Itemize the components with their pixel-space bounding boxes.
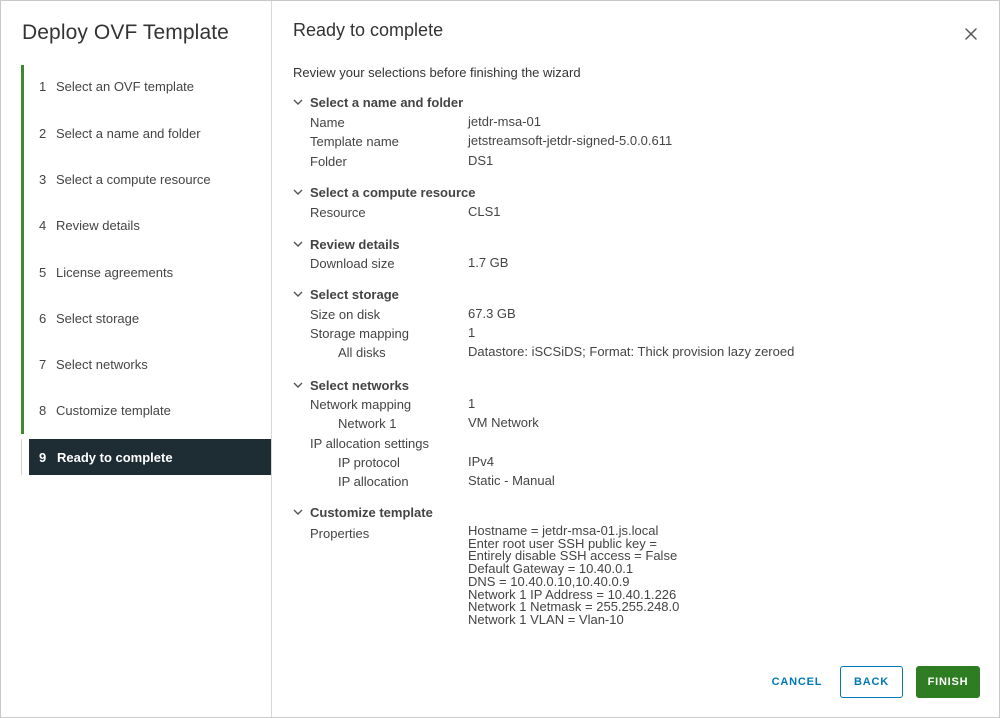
chevron-down-icon (292, 238, 304, 250)
step-label: Select an OVF template (56, 78, 195, 94)
row-label: IP protocol (338, 455, 400, 470)
step-number: 4 (39, 217, 47, 233)
step-number: 5 (39, 264, 47, 280)
row-value: DS1 (468, 153, 494, 168)
step-customize-template[interactable] (24, 392, 272, 428)
step-label: Select networks (56, 356, 148, 372)
step-review-details[interactable] (24, 207, 272, 243)
step-label: Select a name and folder (56, 125, 201, 141)
row-label: Folder (310, 154, 347, 169)
section-compute-toggle[interactable] (292, 183, 475, 201)
step-license-agreements[interactable] (24, 254, 272, 290)
step-connector (21, 439, 29, 475)
row-value: 1 (468, 325, 476, 340)
step-select-name-folder[interactable] (24, 115, 272, 151)
step-select-networks[interactable] (24, 346, 272, 382)
row-label: Size on disk (310, 307, 381, 322)
step-number: 3 (39, 171, 47, 187)
row-label: IP allocation (338, 474, 409, 489)
row-value: 1 (468, 396, 476, 411)
section-title: Review details (310, 236, 400, 252)
row-value: VM Network (468, 415, 539, 430)
property-line: DNS = 10.40.0.10,10.40.0.9 (468, 573, 630, 589)
step-label: Ready to complete (57, 449, 173, 465)
step-label: Select storage (56, 310, 140, 326)
row-value: IPv4 (468, 454, 495, 469)
step-label: Customize template (56, 402, 171, 418)
row-label: Storage mapping (310, 326, 410, 341)
section-storage-toggle[interactable] (292, 285, 399, 303)
step-number: 2 (39, 125, 47, 141)
wizard-steps (21, 65, 272, 434)
property-line: Enter root user SSH public key = (468, 535, 657, 551)
row-label: Network 1 (338, 416, 397, 431)
row-value: CLS1 (468, 204, 501, 219)
close-icon (962, 25, 980, 43)
chevron-down-icon (292, 379, 304, 391)
row-label: Network mapping (310, 397, 412, 412)
step-select-compute-resource[interactable] (24, 161, 272, 197)
section-title: Select a name and folder (310, 94, 464, 110)
row-label: Name (310, 115, 345, 130)
chevron-down-icon (292, 288, 304, 300)
step-select-storage[interactable] (24, 300, 272, 336)
step-ready-to-complete[interactable] (29, 439, 271, 475)
chevron-down-icon (292, 506, 304, 518)
chevron-down-icon (292, 96, 304, 108)
chevron-down-icon (292, 186, 304, 198)
section-title: Select a compute resource (310, 184, 476, 200)
wizard-sidebar (1, 1, 272, 717)
step-number: 1 (39, 78, 47, 94)
row-value: 1.7 GB (468, 255, 509, 270)
row-value: jetstreamsoft-jetdr-signed-5.0.0.611 (468, 133, 673, 148)
property-line: Entirely disable SSH access = False (468, 548, 678, 564)
cancel-button[interactable]: CANCEL (771, 676, 823, 688)
step-label: Select a compute resource (56, 171, 211, 187)
step-label: Review details (56, 217, 140, 233)
properties-list (468, 525, 679, 627)
row-label: IP allocation settings (310, 436, 429, 451)
wizard-main (272, 1, 999, 717)
close-button[interactable] (962, 25, 980, 43)
back-button[interactable]: BACK (840, 666, 903, 698)
property-line: Network 1 IP Address = 10.40.1.226 (468, 586, 677, 602)
section-name-folder-toggle[interactable] (292, 93, 463, 111)
row-label: Resource (310, 205, 366, 220)
finish-button[interactable]: FINISH (916, 666, 980, 698)
section-title: Select storage (310, 286, 399, 302)
step-number: 6 (39, 310, 47, 326)
property-line: Network 1 Netmask = 255.255.248.0 (468, 599, 680, 615)
section-networks-toggle[interactable] (292, 376, 409, 394)
section-title: Select networks (310, 377, 409, 393)
step-number: 8 (39, 402, 47, 418)
row-value: Datastore: iSCSiDS; Format: Thick provision lazy zeroed (468, 344, 795, 359)
wizard-title: Deploy OVF Template (22, 21, 229, 44)
step-number: 9 (39, 449, 47, 465)
row-label: Download size (310, 256, 395, 271)
row-label: Properties (310, 526, 370, 541)
step-select-ovf-template[interactable] (24, 68, 272, 104)
property-line: Network 1 VLAN = Vlan-10 (468, 611, 624, 627)
step-label: License agreements (56, 264, 174, 280)
property-line: Default Gateway = 10.40.0.1 (468, 561, 634, 577)
section-title: Customize template (310, 504, 433, 520)
page-title: Ready to complete (293, 20, 444, 40)
intro-text: Review your selections before finishing the wizard (293, 65, 581, 80)
section-review-toggle[interactable] (292, 235, 400, 253)
step-number: 7 (39, 356, 47, 372)
row-value: Static - Manual (468, 473, 555, 488)
row-label: Template name (310, 134, 399, 149)
row-value: jetdr-msa-01 (468, 114, 541, 129)
section-customize-toggle[interactable] (292, 503, 433, 521)
row-label: All disks (338, 345, 386, 360)
row-value: 67.3 GB (468, 306, 516, 321)
property-line: Hostname = jetdr-msa-01.js.local (468, 523, 659, 538)
